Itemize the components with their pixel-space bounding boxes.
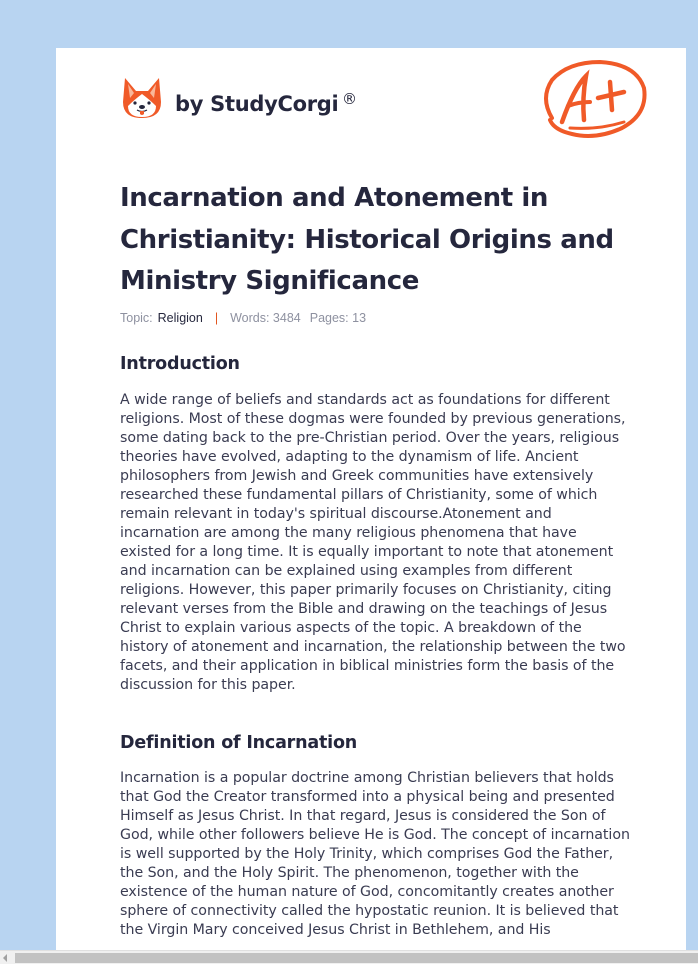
section-heading-introduction: Introduction <box>120 354 240 374</box>
section-body-definition-of-incarnation: Incarnation is a popular doctrine among Christian believers that holds that God the Creator transformed into a physical being and presented Himself as Jesus Christ. In that regard, Jesus is considered the Son of God, while other followers believe He is God. The concept of incarnation is well supported by the Holy Trinity, which comprises God the Father, the Son, and the Holy Spirit. The phenomenon, together with the existence of the human nature of God, concomitantly creates another sphere of connectivity called the hypostatic reunion. It is believed that the Virgin Mary conceived Jesus Christ in Bethlehem, and His <box>120 770 630 938</box>
studycorgi-logo[interactable] <box>122 76 338 120</box>
meta-separator: | <box>214 311 219 325</box>
word-count: Words: 3484 <box>230 311 301 325</box>
document-card <box>56 48 686 950</box>
scrollbar-thumb[interactable] <box>15 953 698 963</box>
registered-mark: ® <box>342 90 357 108</box>
document-meta <box>120 311 366 325</box>
document-title: Incarnation and Atonement in Christianity: Historical Origins and Ministry Significance <box>120 183 614 296</box>
section-body-introduction: A wide range of beliefs and standards act as foundations for different religions. Most of these dogmas were founded by previous generations, some dating back to the pre-Christian period. Over the years, religious theories have evolved, adapting to the dynamism of life. Ancient philosophers from Jewish and Greek communities have extensively researched these fundamental pillars of Christianity, some of which remain relevant in today's spiritual discourse.Atonement and incarnation are among the many religious phenomena that have existed for a long time. It is equally important to note that atonement and incarnation can be explained using examples from different religions. However, this paper primarily focuses on Christianity, citing relevant verses from the Bible and drawing on the teachings of Jesus Christ to explain various aspects of the topic. A breakdown of the history of atonement and incarnation, the relationship between the two facets, and their application in biblical ministries form the basis of the discussion for this paper. <box>120 392 626 693</box>
a-plus-grade-icon <box>538 58 648 140</box>
section-heading-definition-of-incarnation: Definition of Incarnation <box>120 733 358 753</box>
topic-label: Topic: <box>120 311 153 325</box>
topic-link[interactable]: Religion <box>157 311 203 325</box>
corgi-logo-icon <box>122 76 162 120</box>
page-count: Pages: 13 <box>309 311 367 325</box>
scroll-left-arrow-icon[interactable] <box>3 954 7 962</box>
brand-name: by StudyCorgi <box>175 92 339 116</box>
horizontal-scrollbar[interactable] <box>0 950 698 964</box>
